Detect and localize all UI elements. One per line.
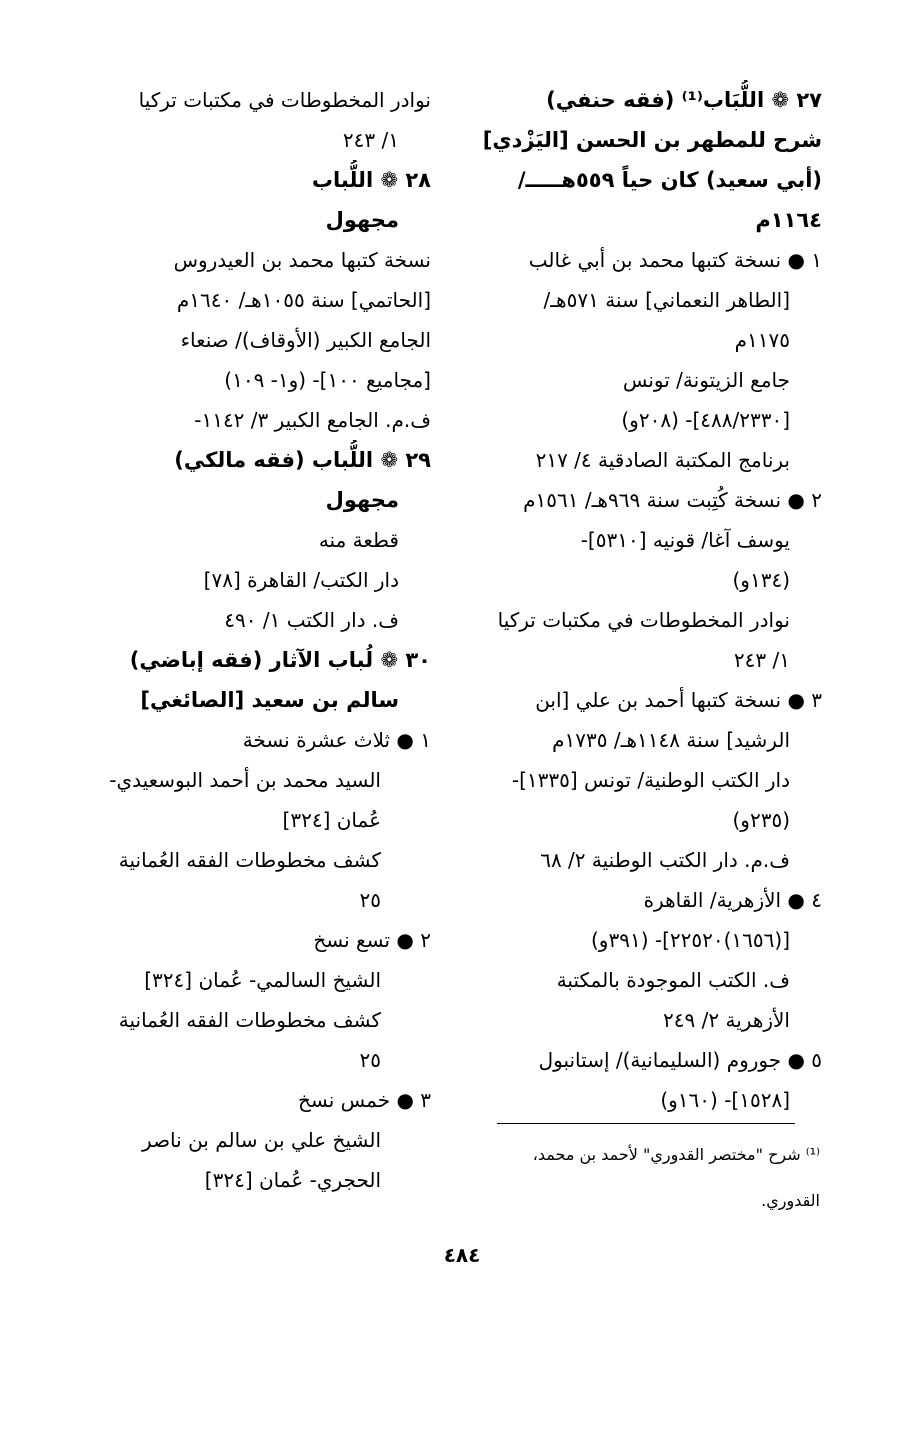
text-line: جامع الزيتونة/ تونس: [622, 368, 790, 392]
text-line: ف.م. دار الكتب الوطنية ٢/ ٦٨: [540, 848, 790, 872]
footnote-line: القدوري.: [761, 1191, 820, 1210]
text-line: ١/ ٢٤٣: [342, 128, 399, 152]
text-line: [الحاتمي] سنة ١٠٥٥هـ/ ١٦٤٠م: [176, 288, 431, 312]
text-line: ١ ● ثلاث عشرة نسخة: [242, 728, 431, 752]
text-line: ٥ ● جوروم (السليمانية)/ إستانبول: [538, 1048, 822, 1072]
text-line: نوادر المخطوطات في مكتبات تركيا: [138, 88, 431, 112]
text-line: (١٣٤و): [732, 568, 790, 592]
text-line: (أبي سعيد) كان حياً ٥٥٩هـــــ/: [517, 168, 822, 192]
text-line: ١١٧٥م: [734, 328, 790, 352]
text-line: الشيخ السالمي- عُمان [٣٢٤]: [144, 968, 381, 992]
left-column: [75, 80, 431, 1200]
text-line: كشف مخطوطات الفقه العُمانية: [118, 848, 381, 872]
text-line: ف. دار الكتب ١/ ٤٩٠: [224, 608, 399, 632]
footnote-line: ⁽¹⁾ شرح "مختصر القدوري" لأحمد بن محمد،: [532, 1145, 820, 1164]
text-line: نسخة كتبها محمد بن العيدروس: [173, 248, 431, 272]
footnote-divider: [497, 1123, 795, 1124]
text-line: ٢٨ ❁ اللُّباب: [311, 168, 431, 192]
text-line: [الطاهر النعماني] سنة ٥٧١هـ/: [543, 288, 790, 312]
text-line: دار الكتب الوطنية/ تونس [١٣٣٥]-: [511, 768, 790, 792]
text-line: الرشيد] سنة ١١٤٨هـ/ ١٧٣٥م: [552, 728, 790, 752]
text-line: ٣ ● نسخة كتبها أحمد بن علي [ابن: [535, 688, 822, 712]
text-line: [(١٦٥٦)٢٢٥٢٠]- (٣٩١و): [591, 928, 790, 952]
footnote: [500, 1132, 820, 1224]
text-line: برنامج المكتبة الصادقية ٤/ ٢١٧: [535, 448, 790, 472]
text-line: الأزهرية ٢/ ٢٤٩: [663, 1008, 790, 1032]
text-line: الجامع الكبير (الأوقاف)/ صنعاء: [180, 328, 431, 352]
text-line: ٢ ● نسخة كُتِبت سنة ٩٦٩هـ/ ١٥٦١م: [523, 488, 822, 512]
text-line: كشف مخطوطات الفقه العُمانية: [118, 1008, 381, 1032]
text-line: ٢٥: [359, 888, 381, 912]
text-line: يوسف آغا/ قونيه [٥٣١٠]-: [580, 528, 790, 552]
text-line: ١١٦٤م: [755, 208, 822, 232]
text-line: ٢٩ ❁ اللُّباب (فقه مالكي): [174, 448, 431, 472]
text-line: ١/ ٢٤٣: [733, 648, 790, 672]
text-line: ٤ ● الأزهرية/ القاهرة: [643, 888, 822, 912]
text-line: سالم بن سعيد [الصائغي]: [140, 688, 399, 712]
page-number: ٤٨٤: [443, 1243, 481, 1267]
text-line: شرح للمطهر بن الحسن [اليَزْدي]: [482, 128, 822, 152]
text-line: السيد محمد بن أحمد البوسعيدي-: [109, 768, 381, 792]
text-line: دار الكتب/ القاهرة [٧٨]: [203, 568, 399, 592]
text-line: ٣ ● خمس نسخ: [297, 1088, 431, 1112]
text-line: نوادر المخطوطات في مكتبات تركيا: [497, 608, 790, 632]
text-line: مجهول: [325, 488, 399, 512]
text-line: [مجاميع ١٠٠]- (و١- ١٠٩): [224, 368, 431, 392]
text-line: مجهول: [325, 208, 399, 232]
text-line: ف. الكتب الموجودة بالمكتبة: [556, 968, 790, 992]
text-line: ٣٠ ❁ لُباب الآثار (فقه إباضي): [129, 648, 431, 672]
text-line: قطعة منه: [318, 528, 399, 552]
text-line: ف.م. الجامع الكبير ٣/ ١١٤٢-: [194, 408, 431, 432]
text-line: الحجري- عُمان [٣٢٤]: [204, 1168, 381, 1192]
text-line: [٤٨٨/٢٣٣٠]- (٢٠٨و): [621, 408, 790, 432]
right-column: [462, 80, 822, 1120]
text-line: (٢٣٥و): [732, 808, 790, 832]
text-line: عُمان [٣٢٤]: [282, 808, 381, 832]
text-line: ٢ ● تسع نسخ: [313, 928, 431, 952]
text-line: الشيخ علي بن سالم بن ناصر: [142, 1128, 381, 1152]
text-line: ٢٧ ❁ اللُّبَاب⁽¹⁾ (فقه حنفي): [546, 88, 822, 112]
text-line: [١٥٢٨]- (١٦٠و): [660, 1088, 790, 1112]
text-line: ٢٥: [359, 1048, 381, 1072]
text-line: ١ ● نسخة كتبها محمد بن أبي غالب: [528, 248, 822, 272]
